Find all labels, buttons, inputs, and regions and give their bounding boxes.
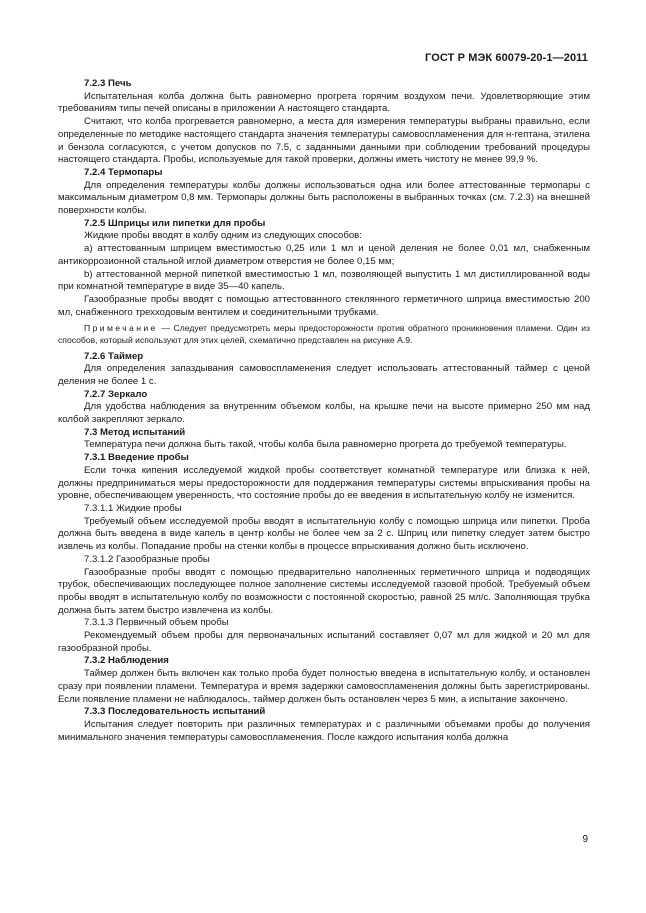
paragraph: Температура печи должна быть такой, чтобы колба была равномерно прогрета до требуемой температуры. <box>84 439 567 451</box>
section-heading: 7.3 Метод испытаний <box>84 426 186 438</box>
paragraph: Таймер должен быть включен как только проба будет полностью введена в испытательную колбу, и остановлен сразу при появлении пламени. Температура и время задержки самовоспламенения должны быть зарегистрированы. Если появление пламени не наблюдалось, таймер должен быть остановлен через 5 мин, а испытание закончено. <box>58 668 590 705</box>
subsection-heading: 7.3.1.3 Первичный объем пробы <box>84 617 229 629</box>
section-heading: 7.2.6 Таймер <box>84 350 144 362</box>
section-heading: 7.3.3 Последовательность испытаний <box>84 706 266 718</box>
note-block <box>58 323 590 346</box>
paragraph: Для определения запаздывания самовоспламенения следует использовать аттестованный таймер с ценой деления не более 1 с. <box>58 363 590 387</box>
paragraph: Требуемый объем исследуемой пробы вводят в испытательную колбу с помощью шприца или пипетки. Проба должна быть введена в виде капель в центр колбы не более чем за 2 с. Шприц или пипетку следует затем быстро извлечь из колбы. Попадание пробы на стенки колбы в процессе впрыскивания должно быть исключено. <box>58 515 590 553</box>
page-header-standard: ГОСТ Р МЭК 60079-20-1—2011 <box>425 52 588 64</box>
section-heading: 7.2.3 Печь <box>84 78 132 89</box>
paragraph: Испытательная колба должна быть равномерно прогрета горячим воздухом печи. Удовлетворяющие этим требованиям типы печей описаны в приложении А настоящего стандарта. <box>58 90 590 115</box>
paragraph: Газообразные пробы вводят с помощью предварительно наполненных герметичного шприца и подводящих трубок, обеспечивающих последующее полное заполнение системы исследуемой газовой пробой. Требуемый объем пробы вводят в испытательную колбу по возможности с постоянной скоростью, равной 25 мл/с. Заполняющая трубка должна быть затем быстро извлечена из колбы. <box>58 566 590 616</box>
document-body <box>58 78 590 744</box>
section-heading: 7.2.4 Термопары <box>84 166 163 178</box>
section-heading: 7.2.7 Зеркало <box>84 388 148 400</box>
section-heading: 7.2.5 Шприцы или пипетки для пробы <box>84 217 266 229</box>
paragraph: Газообразные пробы вводят с помощью аттестованного стеклянного герметичного шприца вместимостью 200 мл, снабженного трехходовым вентилем и соединительными трубками. <box>58 293 590 318</box>
note-text: — Следует предусмотреть меры предосторожности против обратного проникновения пламени. Один из способов, который используют для этих целей, схематично представлен на рисунке А.9. <box>58 323 590 345</box>
note-label: Примечание <box>84 323 158 334</box>
list-item: b) аттестованной мерной пипеткой вместимостью 1 мл, позволяющей выпустить 1 мл дистиллированной воды при комнатной температуре в виде 35—40 капель. <box>58 268 590 293</box>
paragraph: Жидкие пробы вводят в колбу одним из следующих способов: <box>84 230 362 242</box>
subsection-heading: 7.3.1.2 Газообразные пробы <box>84 553 210 565</box>
subsection-heading: 7.3.1.1 Жидкие пробы <box>84 502 182 514</box>
paragraph: Испытания следует повторить при различных температурах и с различными объемами пробы до получения минимального значения температуры самовоспламенения. После каждого испытания колба должна <box>58 718 590 743</box>
list-item: а) аттестованным шприцем вместимостью 0,25 или 1 мл и ценой деления не более 0,01 мл, снабженным антикоррозионной стальной иглой диаметром отверстия не более 0,15 мм; <box>58 243 590 267</box>
section-heading: 7.3.1 Введение пробы <box>84 452 189 464</box>
paragraph: Рекомендуемый объем пробы для первоначальных испытаний составляет 0,07 мл для жидкой и 20 мл для газообразной пробы. <box>58 630 590 654</box>
section-heading: 7.3.2 Наблюдения <box>84 655 169 667</box>
page-number: 9 <box>582 834 588 845</box>
paragraph: Если точка кипения исследуемой жидкой пробы соответствует комнатной температуре или близка к ней, должны предприниматься меры предосторожности для поддержания температуры системы впрыскивания пробы на уровне, обеспечивающем уверенность, что состояние пробы до ее введения в испытательную колбу не изменится. <box>58 464 590 502</box>
paragraph: Для удобства наблюдения за внутренним объемом колбы, на крышке печи на высоте примерно 250 мм над колбой закрепляют зеркало. <box>58 401 590 426</box>
paragraph: Считают, что колба прогревается равномерно, а места для измерения температуры выбраны правильно, если определенные по методике настоящего стандарта значения температуры самовоспламенения для н-гептана, этилена и бензола согласуются, с учетом допусков по 7.5, с заданными данными при соблюдении требований процедуры настоящего стандарта. Пробы, используемые для такой проверки, должны иметь чистоту не менее 99,9 %. <box>58 116 590 166</box>
paragraph: Для определения температуры колбы должны использоваться одна или более аттестованные термопары с максимальным диаметром 0,8 мм. Термопары должны быть расположены в выбранных точках (см. 7.2.3) на внешней поверхности колбы. <box>58 179 590 217</box>
